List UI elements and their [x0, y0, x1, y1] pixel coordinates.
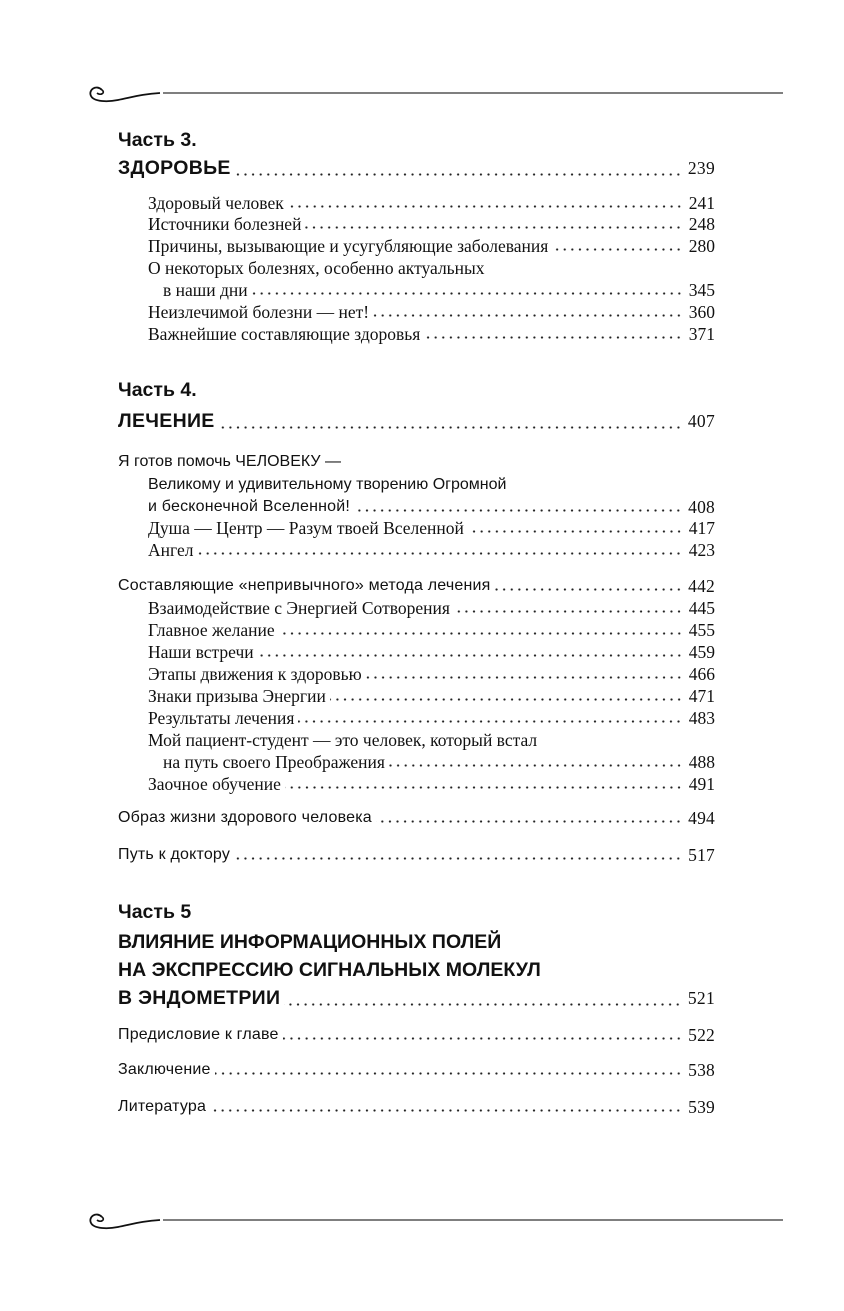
section-title-continued: и бесконечной Вселенной! — [148, 498, 351, 515]
dot-leader — [234, 857, 682, 860]
page-number: 371 — [688, 324, 715, 344]
entry-title: Душа — Центр — Разум твоей Вселенной — [148, 518, 464, 538]
page-number: 455 — [688, 620, 715, 640]
toc-entry[interactable] — [118, 407, 715, 435]
page-number: 538 — [688, 1060, 715, 1080]
page-number: 239 — [687, 158, 715, 178]
page-number: 459 — [688, 642, 715, 662]
page-number: 345 — [688, 280, 715, 300]
page-number: 417 — [688, 518, 715, 538]
dot-leader — [330, 698, 683, 701]
part-title: ВЛИЯНИЕ ИНФОРМАЦИОННЫХ ПОЛЕЙ — [118, 931, 502, 953]
toc-entry[interactable] — [163, 279, 715, 301]
dot-leader — [279, 632, 683, 635]
part-title: ЗДОРОВЬЕ — [118, 157, 231, 179]
page-number: 494 — [688, 808, 715, 828]
page-number: 408 — [688, 497, 715, 517]
entry-title: Неизлечимой болезни — нет! — [148, 302, 370, 322]
entry-title: Результаты лечения — [148, 708, 295, 728]
dot-leader — [424, 336, 682, 339]
entry-title-continued: на путь своего Преображения — [163, 752, 385, 772]
bottom-ornament-divider — [88, 1209, 783, 1233]
toc-entry[interactable] — [148, 192, 715, 214]
entry-title: Причины, вызывающие и усугубляющие заболевания — [148, 236, 549, 256]
page-number: 445 — [688, 598, 715, 618]
page-number: 539 — [688, 1097, 715, 1117]
toc-entry[interactable] — [148, 539, 715, 561]
dot-leader — [354, 509, 682, 512]
dot-leader — [298, 720, 682, 723]
dot-leader — [285, 786, 683, 789]
toc-entry[interactable] — [148, 597, 715, 619]
page-number: 466 — [688, 664, 715, 684]
section-title: Путь к доктору — [118, 846, 231, 863]
dot-leader — [288, 205, 683, 208]
toc-entry[interactable] — [148, 235, 715, 257]
dot-leader — [305, 226, 682, 229]
toc-entry[interactable] — [163, 751, 715, 773]
entry-title: Этапы движения к здоровью — [148, 664, 362, 684]
entry-title: Знаки призыва Энергии — [148, 686, 326, 706]
dot-leader — [235, 173, 682, 176]
part-title: В ЭНДОМЕТРИИ — [118, 987, 281, 1009]
toc-entry[interactable] — [148, 301, 715, 323]
dot-leader — [197, 552, 682, 555]
toc-entry[interactable] — [118, 154, 715, 182]
entry-title: Взаимодействие с Энергией Сотворения — [148, 598, 450, 618]
dot-leader — [366, 676, 683, 679]
dot-leader — [258, 654, 683, 657]
page-number: 471 — [688, 686, 715, 706]
section-title: Предисловие к главе — [118, 1026, 279, 1043]
page-number: 521 — [687, 988, 715, 1008]
page-number: 248 — [688, 214, 715, 234]
dot-leader — [389, 764, 683, 767]
part-label: Часть 4. — [118, 379, 197, 401]
page-number: 491 — [688, 774, 715, 794]
top-ornament-divider — [88, 82, 783, 106]
page-number: 360 — [688, 302, 715, 322]
section-title: Литература — [118, 1098, 207, 1115]
toc-entry[interactable] — [118, 1059, 715, 1081]
entry-title: Источники болезней — [148, 214, 302, 234]
toc-entry[interactable] — [148, 641, 715, 663]
toc-entry[interactable] — [148, 213, 715, 235]
toc-entry[interactable] — [118, 575, 715, 597]
entry-title: Здоровый человек — [148, 193, 284, 213]
dot-leader — [284, 1003, 682, 1006]
section-title: Я готов помочь ЧЕЛОВЕКУ — — [118, 453, 341, 470]
dot-leader — [210, 1109, 682, 1112]
dot-leader — [376, 820, 682, 823]
toc-entry[interactable] — [148, 707, 715, 729]
section-title: Составляющие «непривычного» метода лечения — [118, 577, 491, 594]
toc-entry[interactable] — [148, 663, 715, 685]
entry-title: Наши встречи — [148, 642, 254, 662]
dot-leader — [252, 292, 683, 295]
toc-entry[interactable] — [118, 1024, 715, 1046]
dot-leader — [495, 588, 683, 591]
toc-entry[interactable] — [118, 807, 715, 829]
entry-title: О некоторых болезнях, особенно актуальных — [148, 258, 485, 278]
dot-leader — [468, 530, 683, 533]
toc-entry[interactable] — [118, 984, 715, 1012]
dot-leader — [552, 248, 682, 251]
dot-leader — [215, 1072, 683, 1075]
page-number: 522 — [688, 1025, 715, 1045]
toc-entry[interactable] — [148, 619, 715, 641]
dot-leader — [283, 1037, 683, 1040]
page-number: 241 — [688, 193, 715, 213]
toc-entry[interactable] — [148, 496, 715, 518]
toc-entry[interactable] — [148, 517, 715, 539]
part-label: Часть 5 — [118, 901, 192, 923]
toc-entry[interactable] — [148, 685, 715, 707]
page-number: 407 — [687, 411, 715, 431]
part-title: НА ЭКСПРЕССИЮ СИГНАЛЬНЫХ МОЛЕКУЛ — [118, 959, 541, 981]
toc-entry[interactable] — [148, 323, 715, 345]
entry-title: Ангел — [148, 540, 194, 560]
toc-entry[interactable] — [118, 1096, 715, 1118]
entry-title: Заочное обучение — [148, 774, 281, 794]
part-label: Часть 3. — [118, 129, 197, 151]
entry-title: Мой пациент-студент — это человек, который встал — [148, 730, 538, 750]
page-number: 517 — [688, 845, 715, 865]
section-title: Заключение — [118, 1061, 211, 1078]
toc-entry[interactable] — [148, 773, 715, 795]
dot-leader — [454, 610, 683, 613]
section-title-continued: Великому и удивительному творению Огромной — [148, 476, 507, 493]
section-title: Образ жизни здорового человека — [118, 809, 372, 826]
page-number: 483 — [688, 708, 715, 728]
entry-title: Важнейшие составляющие здоровья — [148, 324, 421, 344]
entry-title: Главное желание — [148, 620, 275, 640]
toc-entry[interactable] — [118, 844, 715, 866]
part-title: ЛЕЧЕНИЕ — [118, 410, 215, 432]
dot-leader — [219, 426, 682, 429]
dot-leader — [373, 314, 683, 317]
page-number: 423 — [688, 540, 715, 560]
page-number: 280 — [688, 236, 715, 256]
entry-title-continued: в наши дни — [163, 280, 248, 300]
page-number: 442 — [688, 576, 715, 596]
page-number: 488 — [688, 752, 715, 772]
